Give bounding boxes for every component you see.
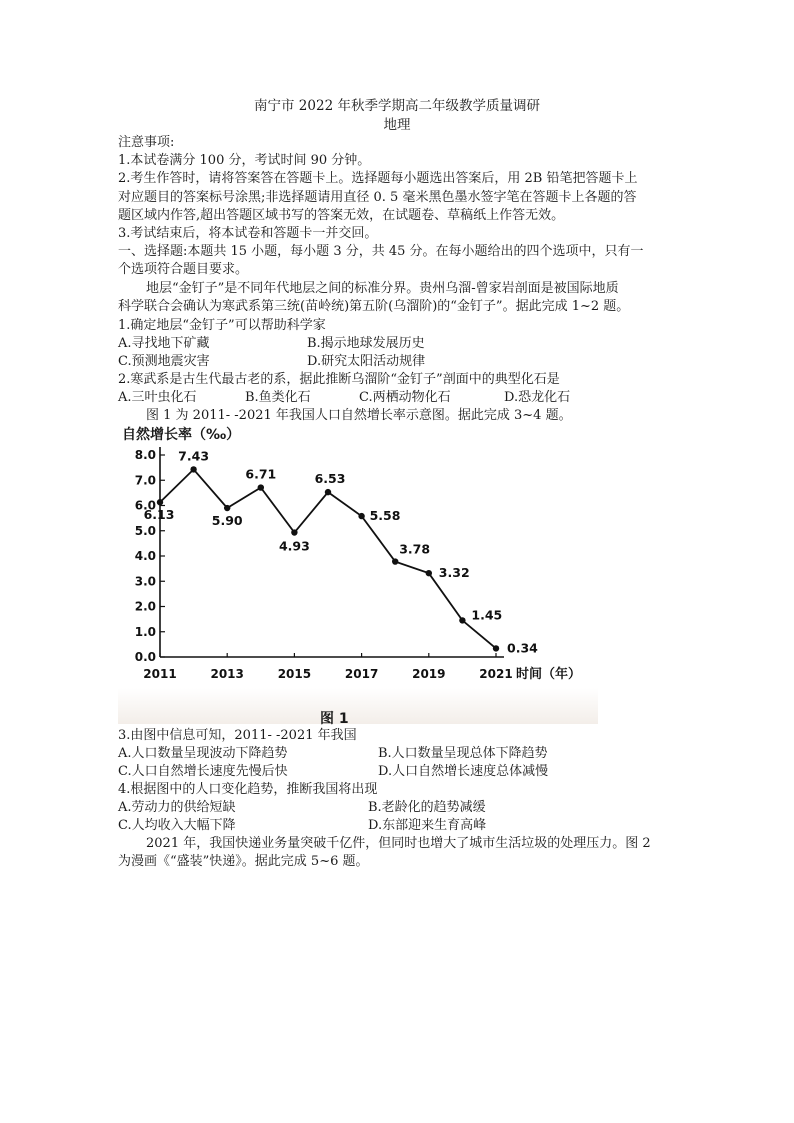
- option-b: B.揭示地球发展历史: [307, 336, 425, 351]
- population-growth-chart: [118, 424, 598, 724]
- question-stem: 3.由图中信息可知，2011- -2021 年我国: [118, 728, 357, 743]
- notice-item: 2.考生作答时，请将答案答在答题卡上。选择题每小题选出答案后，用 2B 铅笔把答题卡上: [118, 171, 638, 186]
- data-point: [426, 570, 432, 576]
- y-tick-label: 8.0: [134, 448, 156, 462]
- option-d: D.研究太阳活动规律: [307, 354, 426, 369]
- option-a: A.人口数量呈现波动下降趋势: [118, 746, 288, 761]
- data-point: [325, 489, 331, 495]
- y-tick-label: 1.0: [134, 624, 156, 639]
- data-label: 5.90: [211, 513, 243, 529]
- data-point: [224, 505, 230, 511]
- figure-caption: 图 1: [320, 711, 349, 727]
- option-c: C.预测地震灾害: [118, 354, 210, 369]
- data-label: 3.78: [399, 541, 431, 557]
- x-tick-label: 2013: [210, 667, 244, 681]
- data-point: [157, 499, 163, 505]
- y-tick-label: 3.0: [134, 574, 156, 589]
- option-d: D.东部迎来生育高峰: [368, 818, 487, 833]
- x-tick-label: 2019: [412, 667, 446, 681]
- passage-line: 为漫画《“盛装”快递》。据此完成 5~6 题。: [118, 854, 369, 869]
- y-tick-label: 5.0: [134, 523, 156, 538]
- data-label: 3.32: [438, 565, 470, 581]
- option-d: D.人口自然增长速度总体减慢: [378, 764, 549, 779]
- data-point: [459, 617, 465, 623]
- x-tick-label: 2021: [479, 667, 513, 681]
- question-stem: 2.寒武系是古生代最古老的系，据此推断乌溜阶“金钉子”剖面中的典型化石是: [118, 372, 560, 387]
- data-label: 5.58: [369, 508, 401, 524]
- data-label: 6.71: [245, 466, 277, 482]
- data-label: 6.53: [314, 471, 346, 487]
- data-point: [358, 513, 364, 519]
- data-label: 6.13: [143, 507, 175, 523]
- data-point: [392, 558, 398, 564]
- option-b: B.人口数量呈现总体下降趋势: [378, 746, 548, 761]
- passage-line: 图 1 为 2011- -2021 年我国人口自然增长率示意图。据此完成 3~4 题。: [146, 408, 572, 423]
- x-tick-label: 2017: [344, 667, 379, 681]
- question-stem: 1.确定地层“金钉子”可以帮助科学家: [118, 318, 326, 333]
- x-tick-label: 2015: [277, 667, 312, 681]
- passage-line: 2021 年，我国快递业务量突破千亿件，但同时也增大了城市生活垃圾的处理压力。图 2: [146, 836, 651, 851]
- section-heading: 一、选择题:本题共 15 小题，每小题 3 分，共 45 分。在每小题给出的四个选项中，只有一: [118, 244, 644, 259]
- option-c: C.两栖动物化石: [359, 390, 451, 405]
- option-d: D.恐龙化石: [504, 390, 571, 405]
- chart-svg: [118, 424, 598, 724]
- passage-line: 地层“金钉子”是不同年代地层之间的标准分界。贵州乌溜-曾家岩剖面是被国际地质: [146, 281, 619, 296]
- option-b: B.老龄化的趋势减缓: [368, 800, 486, 815]
- y-tick-label: 0.0: [134, 650, 156, 664]
- x-tick-label: 2011: [143, 667, 177, 681]
- option-b: B.鱼类化石: [245, 390, 311, 405]
- notice-item: 1.本试卷满分 100 分，考试时间 90 分钟。: [118, 153, 371, 168]
- option-c: C.人均收入大幅下降: [118, 818, 236, 833]
- subject-title: 地理: [383, 117, 411, 133]
- data-label: 7.43: [178, 448, 210, 464]
- data-label: 4.93: [278, 538, 310, 554]
- notice-item: 题区域内作答,超出答题区域书写的答案无效，在试题卷、草稿纸上作答无效。: [118, 208, 565, 223]
- series-line: [160, 466, 496, 648]
- passage-line: 科学联合会确认为寒武系第三统(苗岭统)第五阶(乌溜阶)的“金钉子”。据此完成 1~2 题。: [118, 299, 630, 314]
- data-point: [291, 529, 297, 535]
- y-tick-label: 6.0: [134, 498, 156, 513]
- option-c: C.人口自然增长速度先慢后快: [118, 764, 288, 779]
- y-tick-label: 7.0: [134, 473, 156, 488]
- y-tick-label: 2.0: [134, 599, 156, 614]
- data-point: [493, 645, 499, 651]
- exam-title: 南宁市 2022 年秋季学期高二年级教学质量调研: [254, 98, 540, 114]
- notice-item: 对应题目的答案标号涂黑;非选择题请用直径 0. 5 毫米黑色墨水签字笔在答题卡上各题的答: [118, 190, 637, 205]
- notice-heading: 注意事项:: [118, 135, 175, 150]
- option-a: A.寻找地下矿藏: [118, 336, 210, 351]
- data-label: 1.45: [471, 607, 503, 623]
- option-a: A.劳动力的供给短缺: [118, 800, 236, 815]
- notice-item: 3.考试结束后，将本试卷和答题卡一并交回。: [118, 226, 378, 241]
- data-point: [258, 484, 264, 490]
- y-tick-label: 4.0: [134, 549, 156, 563]
- y-axis-label: 自然增长率（‰）: [122, 427, 241, 443]
- data-point: [190, 466, 196, 472]
- data-label: 0.34: [507, 640, 538, 656]
- option-a: A.三叶虫化石: [118, 390, 197, 405]
- x-axis-label: 时间（年）: [516, 667, 582, 682]
- section-heading-cont: 个选项符合题目要求。: [118, 262, 249, 277]
- question-stem: 4.根据图中的人口变化趋势，推断我国将出现: [118, 782, 378, 797]
